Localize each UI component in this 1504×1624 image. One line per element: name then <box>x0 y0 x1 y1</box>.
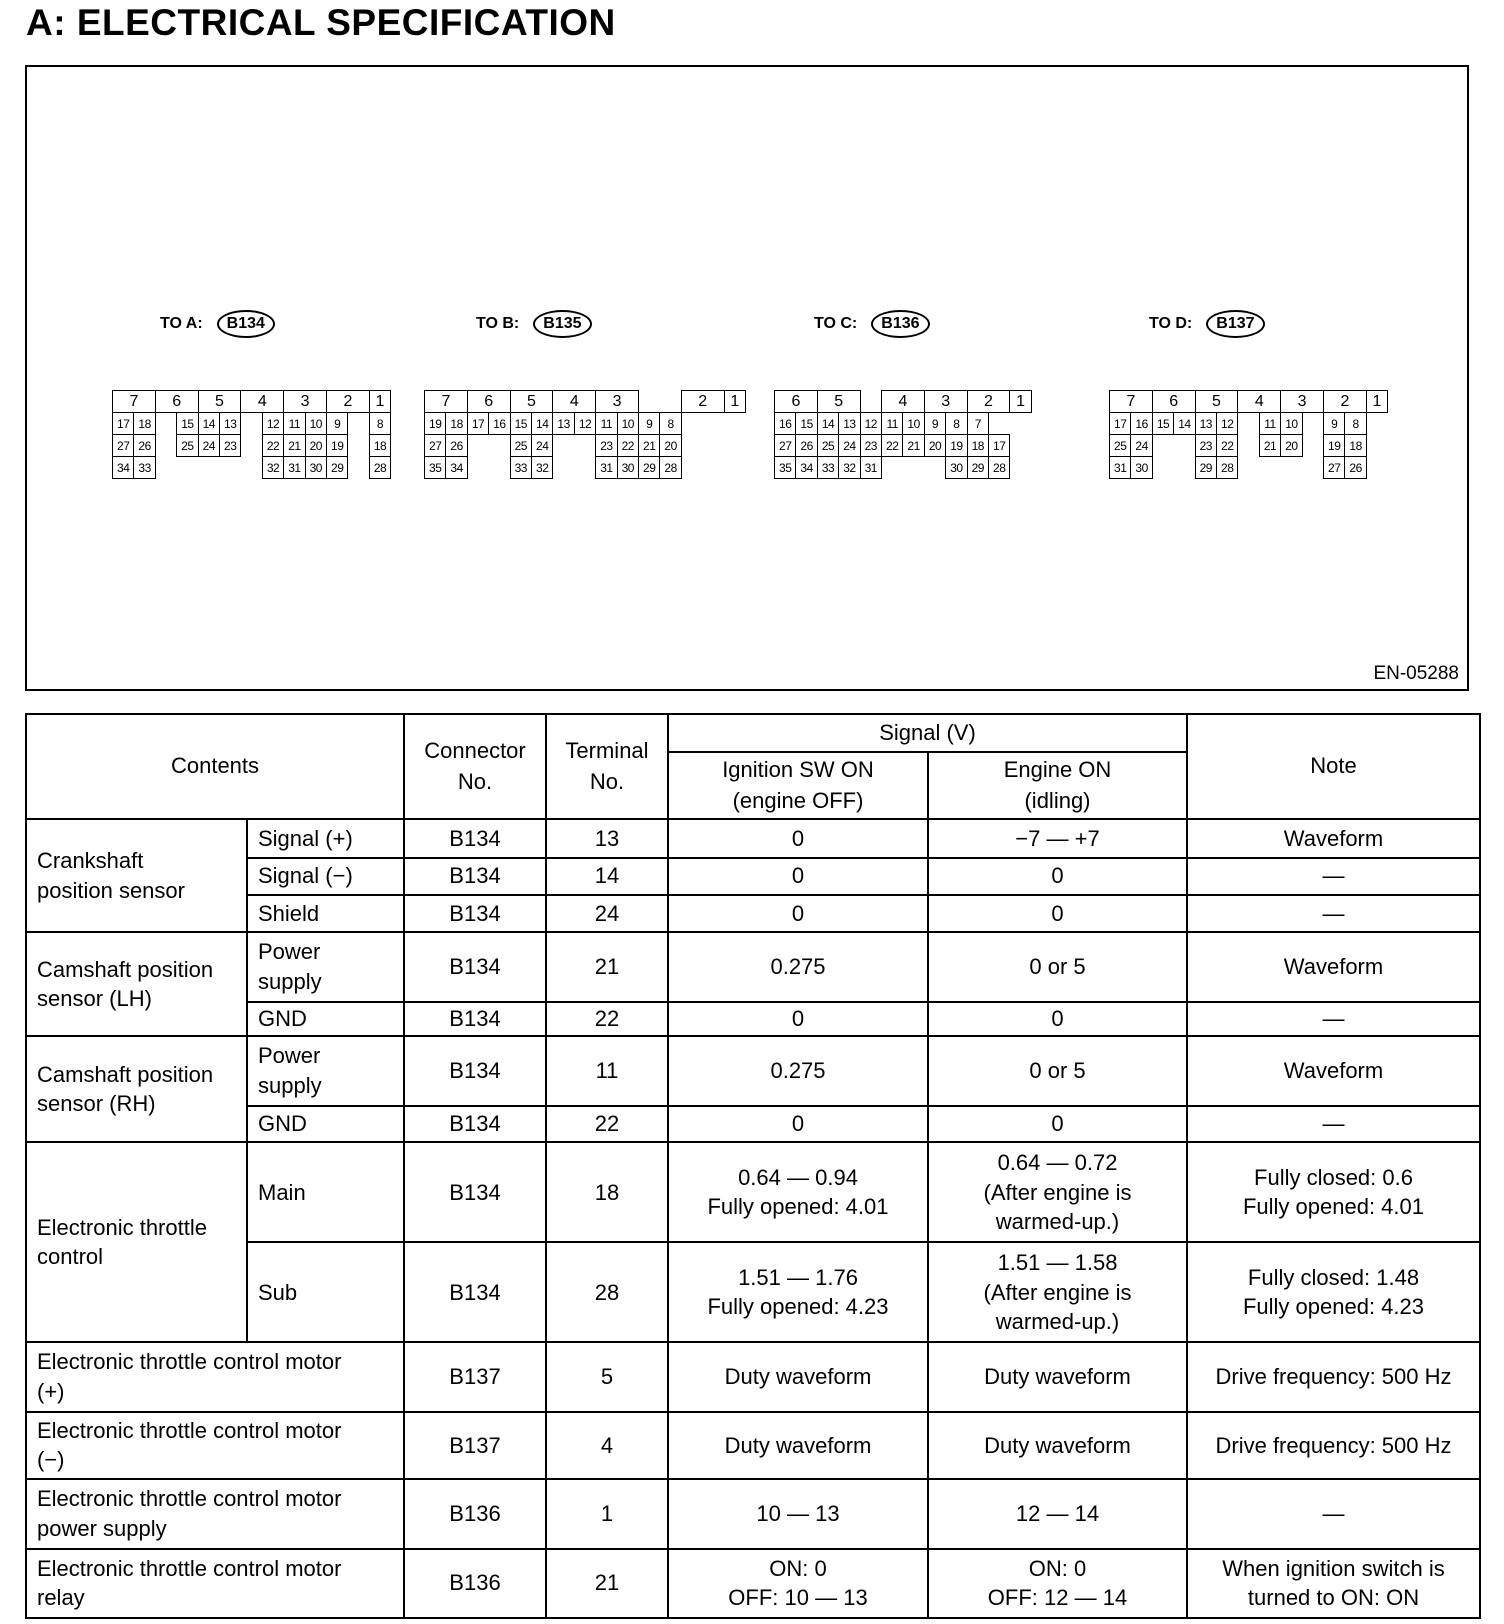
note-cell: When ignition switch is turned to ON: ON <box>1187 1549 1480 1618</box>
header-contents: Contents <box>26 714 404 819</box>
terminal-cell: 23 <box>595 434 617 457</box>
note-cell: Drive frequency: 500 Hz <box>1187 1412 1480 1479</box>
note-cell: — <box>1187 858 1480 895</box>
header-note: Note <box>1187 714 1480 819</box>
terminal-cell: 17 <box>988 434 1010 457</box>
terminal-cell: 10 <box>1280 412 1302 435</box>
terminal-cell: 18 <box>445 412 467 435</box>
connector-label: TO D: B137 <box>1149 310 1265 338</box>
terminal-no: 28 <box>546 1242 668 1342</box>
terminal-cell: 7 <box>967 412 989 435</box>
terminal-cell: 22 <box>617 434 639 457</box>
terminal-cell: 21 <box>1259 434 1281 457</box>
header-terminal: Terminal No. <box>546 714 668 819</box>
terminal-cell: 24 <box>838 434 860 457</box>
terminal-cell: 21 <box>902 434 924 457</box>
terminal-cell: 12 <box>262 412 284 435</box>
connector-badge: B136 <box>871 310 929 338</box>
connector-badge: B137 <box>1206 310 1264 338</box>
terminal-cell: 5 <box>817 390 861 413</box>
terminal-cell: 18 <box>967 434 989 457</box>
terminal-cell: 15 <box>1152 412 1174 435</box>
signal-ignition: 0 <box>668 1106 928 1143</box>
note-cell: — <box>1187 1479 1480 1548</box>
connector-no: B134 <box>404 858 546 895</box>
terminal-cell: 24 <box>1130 434 1152 457</box>
terminal-cell: 30 <box>1130 456 1152 479</box>
terminal-cell: 9 <box>924 412 946 435</box>
terminal-cell: 16 <box>774 412 796 435</box>
signal-ignition: 0 <box>668 895 928 933</box>
terminal-no: 22 <box>546 1002 668 1037</box>
signal-engine: ON: 0 OFF: 12 — 14 <box>928 1549 1187 1618</box>
terminal-cell: 26 <box>133 434 155 457</box>
header-ignition: Ignition SW ON (engine OFF) <box>668 752 928 819</box>
terminal-cell: 31 <box>595 456 617 479</box>
terminal-cell: 11 <box>595 412 617 435</box>
terminal-cell: 32 <box>531 456 553 479</box>
row-group-name: Electronic throttle control <box>26 1142 247 1342</box>
terminal-cell: 7 <box>1109 390 1153 413</box>
terminal-cell: 15 <box>176 412 198 435</box>
connector-no: B136 <box>404 1549 546 1618</box>
terminal-cell: 35 <box>424 456 446 479</box>
terminal-cell: 30 <box>617 456 639 479</box>
note-cell: — <box>1187 895 1480 933</box>
header-connector: Connector No. <box>404 714 546 819</box>
terminal-no: 13 <box>546 819 668 858</box>
terminal-cell: 16 <box>488 412 510 435</box>
terminal-cell: 25 <box>510 434 532 457</box>
terminal-cell: 19 <box>326 434 348 457</box>
signal-engine: 0 <box>928 895 1187 933</box>
terminal-no: 5 <box>546 1342 668 1411</box>
terminal-cell: 5 <box>198 390 242 413</box>
signal-engine: 0 <box>928 858 1187 895</box>
signal-engine: 0.64 — 0.72 (After engine is warmed-up.) <box>928 1142 1187 1242</box>
terminal-cell: 31 <box>283 456 305 479</box>
terminal-cell: 2 <box>1323 390 1367 413</box>
terminal-cell: 2 <box>967 390 1011 413</box>
terminal-cell: 4 <box>552 390 596 413</box>
terminal-cell: 27 <box>112 434 134 457</box>
terminal-cell: 14 <box>531 412 553 435</box>
terminal-cell: 13 <box>1195 412 1217 435</box>
terminal-cell: 1 <box>369 390 391 413</box>
terminal-cell: 7 <box>424 390 468 413</box>
terminal-cell: 31 <box>860 456 882 479</box>
row-name: Electronic throttle control motor power supply <box>26 1479 404 1548</box>
terminal-cell: 4 <box>1237 390 1281 413</box>
terminal-cell: 9 <box>326 412 348 435</box>
terminal-cell: 31 <box>1109 456 1131 479</box>
terminal-cell: 34 <box>112 456 134 479</box>
connector-badge: B135 <box>533 310 591 338</box>
terminal-cell: 29 <box>967 456 989 479</box>
terminal-cell: 25 <box>817 434 839 457</box>
terminal-cell: 15 <box>510 412 532 435</box>
row-group-name: Camshaft position sensor (LH) <box>26 932 247 1036</box>
terminal-cell: 2 <box>326 390 370 413</box>
terminal-cell: 33 <box>817 456 839 479</box>
terminal-cell: 33 <box>133 456 155 479</box>
terminal-cell: 18 <box>133 412 155 435</box>
signal-engine: 0 or 5 <box>928 1036 1187 1105</box>
terminal-cell: 24 <box>198 434 220 457</box>
terminal-cell: 8 <box>1344 412 1366 435</box>
terminal-cell: 30 <box>945 456 967 479</box>
signal-engine: 0 or 5 <box>928 932 1187 1001</box>
terminal-no: 4 <box>546 1412 668 1479</box>
connector-no: B136 <box>404 1479 546 1548</box>
terminal-cell: 26 <box>1344 456 1366 479</box>
terminal-cell: 29 <box>638 456 660 479</box>
signal-ignition: Duty waveform <box>668 1412 928 1479</box>
signal-engine: −7 — +7 <box>928 819 1187 858</box>
terminal-cell: 8 <box>945 412 967 435</box>
terminal-cell: 1 <box>1366 390 1388 413</box>
terminal-cell: 28 <box>369 456 391 479</box>
terminal-cell: 5 <box>1195 390 1239 413</box>
terminal-cell: 22 <box>262 434 284 457</box>
terminal-cell: 12 <box>860 412 882 435</box>
terminal-no: 14 <box>546 858 668 895</box>
signal-ignition: 10 — 13 <box>668 1479 928 1548</box>
terminal-cell: 19 <box>424 412 446 435</box>
row-sub-name: GND <box>247 1106 404 1143</box>
connector-no: B134 <box>404 1242 546 1342</box>
connector-label: TO B: B135 <box>476 310 592 338</box>
terminal-cell: 14 <box>1173 412 1195 435</box>
note-cell: Fully closed: 0.6 Fully opened: 4.01 <box>1187 1142 1480 1242</box>
terminal-cell: 18 <box>1344 434 1366 457</box>
signal-ignition: 0.275 <box>668 932 928 1001</box>
signal-ignition: 0 <box>668 1002 928 1037</box>
terminal-cell: 25 <box>176 434 198 457</box>
row-name: Electronic throttle control motor relay <box>26 1549 404 1618</box>
terminal-cell: 20 <box>1280 434 1302 457</box>
terminal-cell: 23 <box>219 434 241 457</box>
terminal-cell: 21 <box>638 434 660 457</box>
terminal-cell: 12 <box>574 412 596 435</box>
terminal-cell: 10 <box>305 412 327 435</box>
row-name: Electronic throttle control motor (+) <box>26 1342 404 1411</box>
signal-engine: 12 — 14 <box>928 1479 1187 1548</box>
row-sub-name: Signal (−) <box>247 858 404 895</box>
terminal-cell: 26 <box>795 434 817 457</box>
terminal-cell: 17 <box>467 412 489 435</box>
connector-label: TO A: B134 <box>160 310 275 338</box>
signal-engine: Duty waveform <box>928 1342 1187 1411</box>
connector-no: B134 <box>404 1002 546 1037</box>
terminal-cell: 27 <box>424 434 446 457</box>
terminal-cell: 34 <box>445 456 467 479</box>
terminal-cell: 6 <box>1152 390 1196 413</box>
signal-ignition: 0.64 — 0.94 Fully opened: 4.01 <box>668 1142 928 1242</box>
terminal-cell: 29 <box>326 456 348 479</box>
terminal-no: 18 <box>546 1142 668 1242</box>
terminal-cell: 13 <box>219 412 241 435</box>
terminal-cell: 7 <box>112 390 156 413</box>
signal-ignition: 0 <box>668 858 928 895</box>
terminal-cell: 13 <box>838 412 860 435</box>
terminal-cell: 19 <box>945 434 967 457</box>
note-cell: Drive frequency: 500 Hz <box>1187 1342 1480 1411</box>
connector-no: B134 <box>404 932 546 1001</box>
terminal-cell: 34 <box>795 456 817 479</box>
connector-no: B134 <box>404 895 546 933</box>
signal-engine: 0 <box>928 1106 1187 1143</box>
terminal-cell: 6 <box>774 390 818 413</box>
terminal-cell: 27 <box>1323 456 1345 479</box>
signal-ignition: 0.275 <box>668 1036 928 1105</box>
row-sub-name: GND <box>247 1002 404 1037</box>
terminal-cell: 14 <box>198 412 220 435</box>
row-sub-name: Power supply <box>247 1036 404 1105</box>
table-row <box>26 819 1480 858</box>
header-engine: Engine ON (idling) <box>928 752 1187 819</box>
terminal-cell: 10 <box>902 412 924 435</box>
note-cell: Waveform <box>1187 932 1480 1001</box>
terminal-cell: 32 <box>838 456 860 479</box>
signal-engine: 0 <box>928 1002 1187 1037</box>
table-row <box>26 932 1480 1001</box>
table-row <box>26 1412 1480 1479</box>
signal-ignition: ON: 0 OFF: 10 — 13 <box>668 1549 928 1618</box>
header-signal: Signal (V) <box>668 714 1187 752</box>
terminal-cell: 6 <box>467 390 511 413</box>
terminal-cell: 1 <box>1009 390 1031 413</box>
table-row <box>26 1549 1480 1618</box>
terminal-cell: 22 <box>1216 434 1238 457</box>
terminal-cell: 9 <box>638 412 660 435</box>
terminal-cell: 28 <box>1216 456 1238 479</box>
connector-diagram <box>25 65 1469 691</box>
terminal-cell: 32 <box>262 456 284 479</box>
terminal-cell: 21 <box>283 434 305 457</box>
terminal-cell: 22 <box>881 434 903 457</box>
signal-ignition: 1.51 — 1.76 Fully opened: 4.23 <box>668 1242 928 1342</box>
table-row <box>26 1036 1480 1105</box>
connector-badge: B134 <box>217 310 275 338</box>
terminal-cell: 6 <box>155 390 199 413</box>
terminal-cell: 33 <box>510 456 532 479</box>
signal-ignition: Duty waveform <box>668 1342 928 1411</box>
terminal-cell: 8 <box>369 412 391 435</box>
terminal-cell: 14 <box>817 412 839 435</box>
terminal-cell: 30 <box>305 456 327 479</box>
terminal-cell: 4 <box>240 390 284 413</box>
terminal-cell: 10 <box>617 412 639 435</box>
connector-no: B134 <box>404 1036 546 1105</box>
row-name: Electronic throttle control motor (−) <box>26 1412 404 1479</box>
terminal-cell: 29 <box>1195 456 1217 479</box>
terminal-cell: 17 <box>1109 412 1131 435</box>
terminal-no: 24 <box>546 895 668 933</box>
terminal-cell: 3 <box>1280 390 1324 413</box>
terminal-cell: 18 <box>369 434 391 457</box>
terminal-cell: 28 <box>988 456 1010 479</box>
terminal-cell: 24 <box>531 434 553 457</box>
row-sub-name: Shield <box>247 895 404 933</box>
terminal-cell: 5 <box>510 390 554 413</box>
terminal-cell: 23 <box>1195 434 1217 457</box>
connector-label: TO C: B136 <box>814 310 930 338</box>
note-cell: — <box>1187 1002 1480 1037</box>
terminal-cell: 9 <box>1323 412 1345 435</box>
connector-no: B137 <box>404 1412 546 1479</box>
terminal-no: 21 <box>546 1549 668 1618</box>
terminal-cell: 11 <box>1259 412 1281 435</box>
terminal-cell: 17 <box>112 412 134 435</box>
spec-table <box>25 713 1481 1619</box>
table-row <box>26 1142 1480 1242</box>
table-row <box>26 1479 1480 1548</box>
note-cell: Fully closed: 1.48 Fully opened: 4.23 <box>1187 1242 1480 1342</box>
connector-no: B134 <box>404 1106 546 1143</box>
signal-ignition: 0 <box>668 819 928 858</box>
terminal-no: 1 <box>546 1479 668 1548</box>
connector-no: B137 <box>404 1342 546 1411</box>
terminal-no: 21 <box>546 932 668 1001</box>
connector-no: B134 <box>404 1142 546 1242</box>
table-row <box>26 1342 1480 1411</box>
note-cell: Waveform <box>1187 1036 1480 1105</box>
terminal-cell: 15 <box>795 412 817 435</box>
signal-engine: Duty waveform <box>928 1412 1187 1479</box>
terminal-cell: 1 <box>724 390 746 413</box>
terminal-cell: 2 <box>681 390 725 413</box>
terminal-cell: 4 <box>881 390 925 413</box>
note-cell: Waveform <box>1187 819 1480 858</box>
row-group-name: Camshaft position sensor (RH) <box>26 1036 247 1142</box>
row-sub-name: Sub <box>247 1242 404 1342</box>
terminal-cell: 3 <box>283 390 327 413</box>
terminal-cell: 20 <box>924 434 946 457</box>
terminal-cell: 28 <box>659 456 681 479</box>
signal-engine: 1.51 — 1.58 (After engine is warmed-up.) <box>928 1242 1187 1342</box>
terminal-cell: 3 <box>595 390 639 413</box>
terminal-cell: 19 <box>1323 434 1345 457</box>
connector-no: B134 <box>404 819 546 858</box>
terminal-cell: 23 <box>860 434 882 457</box>
figure-code: EN-05288 <box>1373 663 1459 684</box>
terminal-cell: 16 <box>1130 412 1152 435</box>
terminal-cell: 8 <box>659 412 681 435</box>
terminal-cell: 13 <box>552 412 574 435</box>
terminal-no: 22 <box>546 1106 668 1143</box>
page-title: A: ELECTRICAL SPECIFICATION <box>26 2 616 43</box>
note-cell: — <box>1187 1106 1480 1143</box>
terminal-cell: 26 <box>445 434 467 457</box>
terminal-cell: 20 <box>305 434 327 457</box>
row-sub-name: Signal (+) <box>247 819 404 858</box>
terminal-cell: 3 <box>924 390 968 413</box>
terminal-cell: 25 <box>1109 434 1131 457</box>
row-group-name: Crankshaft position sensor <box>26 819 247 932</box>
row-sub-name: Power supply <box>247 932 404 1001</box>
terminal-cell: 12 <box>1216 412 1238 435</box>
row-sub-name: Main <box>247 1142 404 1242</box>
terminal-cell: 20 <box>659 434 681 457</box>
terminal-cell: 11 <box>881 412 903 435</box>
terminal-cell: 27 <box>774 434 796 457</box>
terminal-cell: 11 <box>283 412 305 435</box>
terminal-no: 11 <box>546 1036 668 1105</box>
terminal-cell: 35 <box>774 456 796 479</box>
